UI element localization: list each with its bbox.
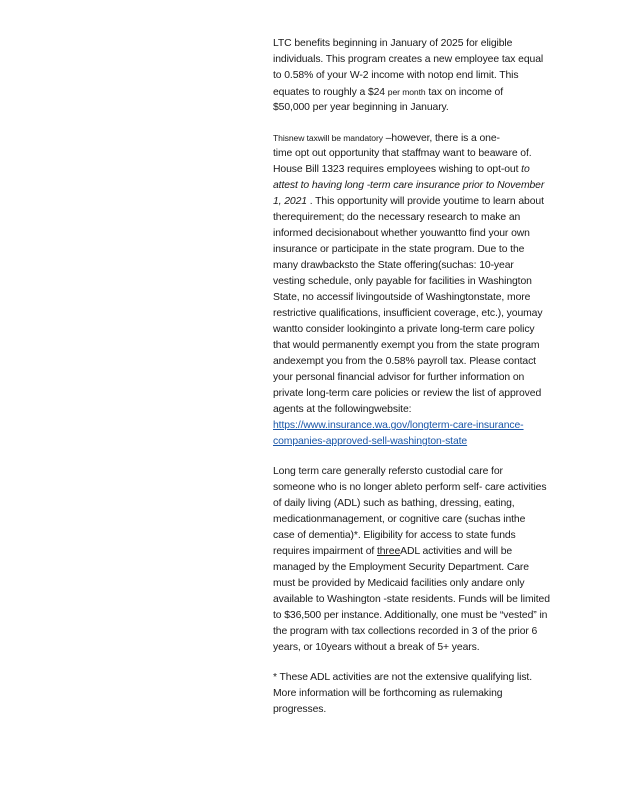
text-line: * These ADL activities are not the extensive qualifying list. <box>273 672 533 683</box>
text-fragment: requires impairment of <box>273 546 377 557</box>
text-line: vesting schedule, only payable for facilities in Washington <box>273 276 532 287</box>
text-fragment: House Bill 1323 requires employees wishing to opt-out <box>273 164 522 175</box>
text-line: available to Washington -state residents. Funds will be limited <box>273 594 550 605</box>
text-line: $50,000 per year beginning in January. <box>273 102 449 113</box>
text-line: case of dementia)*. Eligibility for access to state funds <box>273 530 516 541</box>
paragraph-ltc-benefits <box>273 36 575 116</box>
text-fragment: –however, there is a one- <box>382 133 500 144</box>
text-line: of daily living (ADL) such as bathing, dressing, eating, <box>273 498 515 509</box>
insurance-website-link[interactable] <box>273 434 575 450</box>
link-text[interactable]: companies-approved-sell-washington-state <box>273 436 468 447</box>
text-line: the program with tax collections recorded in 3 of the prior 6 <box>273 626 538 637</box>
text-line: therequirement; do the necessary research to make an <box>273 212 521 223</box>
text-fragment: tax on income of <box>425 87 504 98</box>
text-line <box>273 130 575 146</box>
text-line: More information will be forthcoming as rulemaking <box>273 688 503 699</box>
text-line <box>273 544 575 560</box>
text-line: must be provided by Medicaid facilities only andare only <box>273 578 525 589</box>
text-line: private long-term care policies or review the list of approved <box>273 388 542 399</box>
text-line <box>273 84 575 100</box>
insurance-website-link[interactable] <box>273 418 575 434</box>
text-line: progresses. <box>273 704 327 715</box>
text-line: managed by the Employment Security Department. Care <box>273 562 529 573</box>
text-line: that would permanently exempt you from the state program <box>273 340 540 351</box>
italic-fragment: 1, 2021 <box>273 196 307 207</box>
text-line: to $36,500 per instance. Additionally, one must be “vested” in <box>273 610 548 621</box>
text-line: restrictive qualifications, insufficient coverage, etc.), youmay <box>273 308 543 319</box>
text-line: wantto consider lookinginto a private long-term care policy <box>273 324 535 335</box>
text-line <box>273 194 575 210</box>
text-line: many drawbacksto the State offering(suchas: 10-year <box>273 260 514 271</box>
text-line: LTC benefits beginning in January of 2025 for eligible <box>273 38 513 49</box>
text-line: andexempt you from the 0.58% payroll tax. Please contact <box>273 356 536 367</box>
text-fragment-condensed: per month <box>387 87 426 97</box>
text-fragment: equates to roughly a $24 <box>273 87 388 98</box>
text-line: someone who is no longer ableto perform self- care activities <box>273 482 547 493</box>
text-line: to 0.58% of your W-2 income with notop end limit. This <box>273 70 519 81</box>
text-fragment: . This opportunity will provide youtime to learn about <box>306 196 544 207</box>
text-line: individuals. This program creates a new employee tax equal <box>273 54 544 65</box>
text-fragment-condensed: Thisnew taxwill be mandatory <box>273 133 383 143</box>
paragraph-long-term-care <box>273 464 575 656</box>
paragraph-footnote <box>273 670 575 718</box>
text-line: your personal financial advisor for further information on <box>273 372 525 383</box>
text-line: Long term care generally refersto custodial care for <box>273 466 503 477</box>
italic-line: attest to having long -term care insurance prior to November <box>273 180 545 191</box>
text-line: medicationmanagement, or cognitive care (suchas inthe <box>273 514 526 525</box>
text-line: insurance or participate in the state program. Due to the <box>273 244 525 255</box>
text-line: agents at the followingwebsite: <box>273 404 412 415</box>
text-line: State, no accessif livingoutside of Washingtonstate, more <box>273 292 531 303</box>
text-line: informed decisionabout whether youwantto find your own <box>273 228 530 239</box>
paragraph-opt-out <box>273 130 575 450</box>
link-text[interactable]: https://www.insurance.wa.gov/longterm-care-insurance- <box>273 420 524 431</box>
text-column <box>273 36 575 732</box>
text-line: time opt out opportunity that staffmay want to beaware of. <box>273 148 532 159</box>
text-line <box>273 162 575 178</box>
text-line: years, or 10years without a break of 5+ years. <box>273 642 480 653</box>
underlined-word: three <box>376 546 401 557</box>
italic-fragment: to <box>521 164 530 175</box>
text-fragment: ADL activities and will be <box>400 546 513 557</box>
